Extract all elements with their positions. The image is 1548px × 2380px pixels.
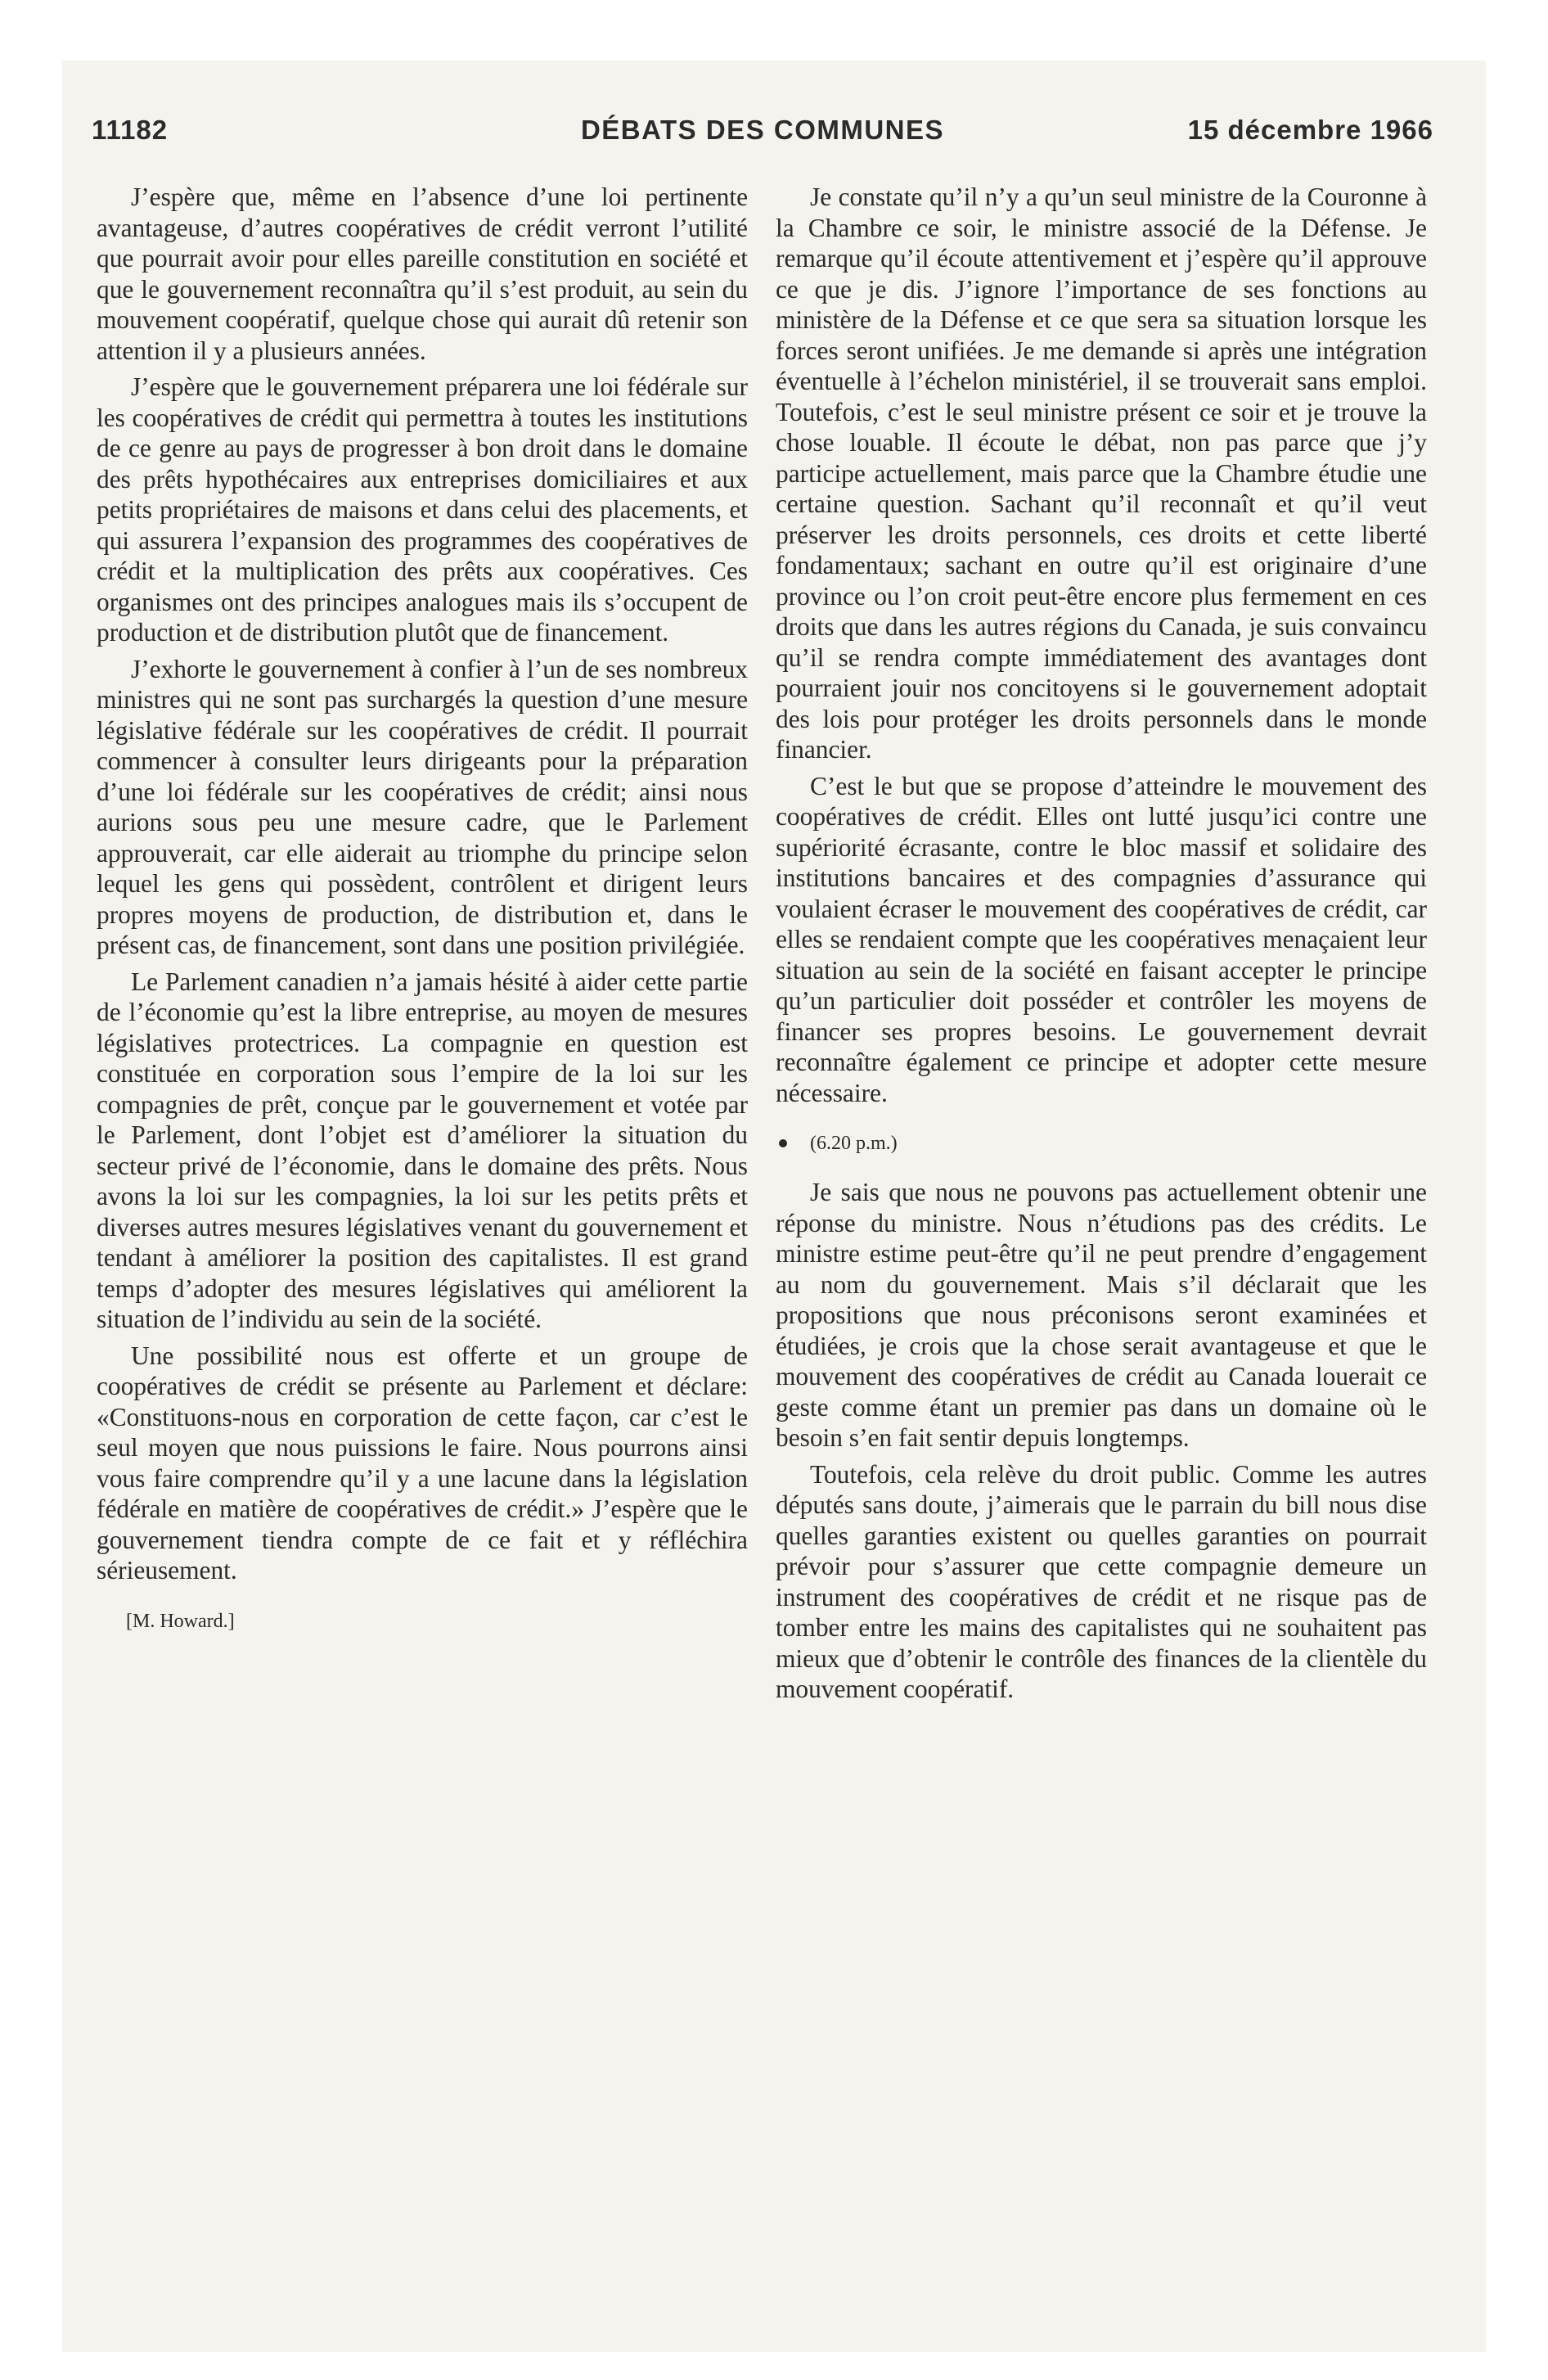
bullet-icon [779, 1139, 787, 1147]
right-column [776, 182, 1427, 1711]
paragraph: C’est le but que se propose d’atteindre le mouvement des coopératives de crédit. Elles ont lutté jusqu’ici contre une supériorité écrasante, contre le bloc massif et solidaire des institutions bancaires et des compagnies d’assurance qui voulaient écraser le mouvement des coopératives de crédit, car elles se rendaient compte que les coopératives menaçaient leur situation au sein de la société en faisant accepter le principe qu’un particulier doit posséder et contrôler les moyens de financer ses propres besoins. Le gouvernement devrait reconnaître également ce principe et adopter cette mesure nécessaire. [776, 771, 1427, 1107]
paragraph: Je constate qu’il n’y a qu’un seul ministre de la Couronne à la Chambre ce soir, le ministre associé de la Défense. Je remarque qu’il écoute attentivement et j’espère qu’il approuve ce que je dis. J’ignore l’importance de ses fonctions au ministère de la Défense et ce que sera sa situation lorsque les forces seront unifiées. Je me demande si après une intégration éventuelle à l’échelon ministériel, il se trouverait sans emploi. Toutefois, c’est le seul ministre présent ce soir et je trouve la chose louable. Il écoute le débat, non pas parce que j’y participe actuellement, mais parce que la Chambre étudie une certaine question. Sachant qu’il reconnaît et qu’il veut préserver les droits personnels, ces droits et cette liberté fondamentaux; sachant en outre qu’il est originaire d’une province ou l’on croit peut-être encore plus fermement en ces droits que dans les autres régions du Canada, je suis convaincu qu’il se rendra compte immédiatement des avantages dont pourraient jouir nos concitoyens si le gouvernement adoptait des lois pour protéger les droits personnels dans le monde financier. [776, 183, 1427, 764]
paragraph: J’espère que le gouvernement préparera une loi fédérale sur les coopératives de crédit qui permettra à toutes les institutions de ce genre au pays de progresser à bon droit dans le domaine des prêts hypothécaires aux entreprises domiciliaires et aux petits propriétaires de maisons et dans celui des placements, et qui assurera l’expansion des programmes des coopératives de crédit et la multiplication des prêts aux coopératives. Ces organismes ont des principes analogues mais ils s’occupent de production et de distribution plutôt que de financement. [97, 372, 748, 647]
paragraph: Une possibilité nous est offerte et un groupe de coopératives de crédit se présente au Parlement et déclare: «Constituons-nous en corporation de cette façon, car c’est le seul moyen que nous puissions le faire. Nous pourrons ainsi vous faire comprendre qu’il y a une lacune dans la législation fédérale en matière de coopératives de crédit.» J’espère que le gouvernement tiendra compte de ce fait et y réfléchira sérieusement. [97, 1341, 748, 1584]
speaker-attribution: [M. Howard.] [126, 1610, 235, 1632]
paragraph: Le Parlement canadien n’a jamais hésité à aider cette partie de l’économie qu’est la libre entreprise, au moyen de mesures législatives protectrices. La compagnie en question est constituée en corporation sous l’empire de la loi sur les compagnies de prêt, conçue par le gouvernement et votée par le Parlement, dont l’objet est d’améliorer la situation du secteur privé de l’économie, dans le domaine des prêts. Nous avons la loi sur les compagnies, la loi sur les petits prêts et diverses autres mesures législatives venant du gouvernement et tendant à améliorer la position des capitalistes. Il est grand temps d’adopter des mesures législatives qui améliorent la situation de l’individu au sein de la société. [97, 967, 748, 1333]
paragraph: J’exhorte le gouvernement à confier à l’un de ses nombreux ministres qui ne sont pas surchargés la question d’une mesure législative fédérale sur les coopératives de crédit. Il pourrait commencer à consulter leurs dirigeants pour la préparation d’une loi fédérale sur les coopératives de crédit; ainsi nous aurions sous peu une mesure cadre, que le Parlement approuverait, car elle aiderait au triomphe du principe selon lequel les gens qui possèdent, contrôlent et dirigent leurs propres moyens de production, de distribution et, dans le présent cas, de financement, sont dans une position privilégiée. [97, 654, 748, 959]
paragraph: J’espère que, même en l’absence d’une loi pertinente avantageuse, d’autres coopératives de crédit verront l’utilité que pourrait avoir pour elles pareille constitution en société et que le gouvernement reconnaîtra qu’il s’est produit, au sein du mouvement coopératif, quelque chose qui aurait dû retenir son attention il y a plusieurs années. [97, 183, 748, 365]
page-number: 11182 [92, 115, 169, 145]
journal-title: DÉBATS DES COMMUNES [580, 115, 945, 145]
paragraph: Toutefois, cela relève du droit public. Comme les autres députés sans doute, j’aimerais que le parrain du bill nous dise quelles garanties existent ou quelles garanties on pourrait prévoir pour s’assurer que cette compagnie demeure un instrument des coopératives de crédit et ne risque pas de tomber entre les mains des capitalistes qui ne souhaitent pas mieux que d’obtenir le contrôle des finances de la clientèle du mouvement coopératif. [776, 1459, 1427, 1703]
left-column [97, 182, 748, 1634]
time-marker-text: (6.20 p.m.) [810, 1133, 898, 1154]
running-head [92, 115, 1433, 156]
issue-date: 15 décembre 1966 [1187, 115, 1433, 145]
time-marker [776, 1131, 1427, 1156]
paragraph: Je sais que nous ne pouvons pas actuellement obtenir une réponse du ministre. Nous n’étudions pas des crédits. Le ministre estime peut-être qu’il ne peut prendre d’engagement au nom du gouvernement. Mais s’il déclarait que les propositions que nous préconisons seront examinées et étudiées, je crois que la chose serait avantageuse et que le mouvement des coopératives de crédit au Canada louerait ce geste comme étant un premier pas dans un domaine où le besoin s’en fait sentir depuis longtemps. [776, 1178, 1427, 1452]
